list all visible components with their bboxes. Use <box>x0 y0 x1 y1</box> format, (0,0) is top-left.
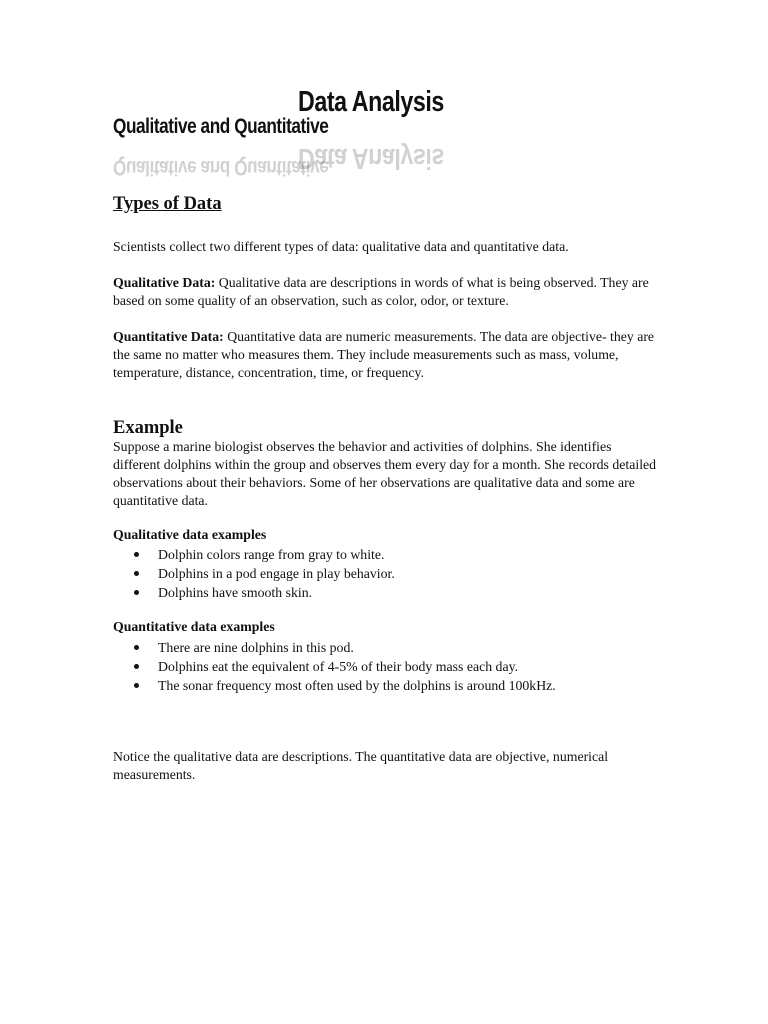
quantitative-examples-heading: Quantitative data examples <box>113 619 275 634</box>
bullet-icon <box>134 683 139 688</box>
document-title-text: Data Analysis <box>298 86 444 118</box>
list-item <box>130 545 395 564</box>
list-item-text: There are nine dolphins in this pod. <box>158 640 354 655</box>
qualitative-definition-text: Qualitative data are descriptions in words of what is being observed. They are based on some quality of an observation, such as color, odor, or texture. <box>113 275 649 308</box>
bullet-icon <box>134 571 139 576</box>
conclusion-paragraph: Notice the qualitative data are descriptions. The quantitative data are objective, numerical measurements. <box>113 749 609 782</box>
qualitative-examples-list <box>130 545 395 602</box>
types-of-data-heading: Types of Data <box>113 194 222 214</box>
document-subtitle <box>113 115 329 180</box>
bullet-icon <box>134 590 139 595</box>
example-heading: Example <box>113 418 183 438</box>
bullet-icon <box>134 552 139 557</box>
quantitative-examples-list <box>130 638 556 695</box>
list-item-text: Dolphins in a pod engage in play behavior. <box>158 566 395 581</box>
document-title <box>298 86 444 175</box>
list-item-text: Dolphins eat the equivalent of 4-5% of their body mass each day. <box>158 659 519 674</box>
list-item <box>130 638 556 657</box>
list-item <box>130 657 556 676</box>
qualitative-examples-heading: Qualitative data examples <box>113 527 267 542</box>
document-title-reflection: Data Analysis <box>298 142 444 175</box>
quantitative-definition-label: Quantitative Data: <box>113 329 224 344</box>
list-item <box>130 676 556 695</box>
example-paragraph: Suppose a marine biologist observes the behavior and activities of dolphins. She identifies different dolphins within the group and observes them every day for a month. She records detailed observations about their behaviors. Some of her observations are qualitative data and some are quantitative data. <box>113 439 657 508</box>
qualitative-definition-paragraph <box>113 274 658 310</box>
list-item-text: Dolphin colors range from gray to white. <box>158 547 385 562</box>
quantitative-definition-text: Quantitative data are numeric measurements. The data are objective- they are the same no matter who measures them. They include measurements such as mass, volume, temperature, distance, concentration, time, or frequency. <box>113 329 655 380</box>
qualitative-definition-label: Qualitative Data: <box>113 275 216 290</box>
bullet-icon <box>134 664 139 669</box>
quantitative-definition-paragraph <box>113 328 658 382</box>
bullet-icon <box>134 645 139 650</box>
list-item <box>130 564 395 583</box>
types-intro-paragraph: Scientists collect two different types of data: qualitative data and quantitative data. <box>113 239 569 254</box>
list-item <box>130 583 395 602</box>
document-subtitle-reflection: Qualitative and Quantitative <box>113 155 329 180</box>
document-subtitle-text: Qualitative and Quantitative <box>113 115 329 139</box>
list-item-text: The sonar frequency most often used by the dolphins is around 100kHz. <box>158 678 556 693</box>
list-item-text: Dolphins have smooth skin. <box>158 585 313 600</box>
